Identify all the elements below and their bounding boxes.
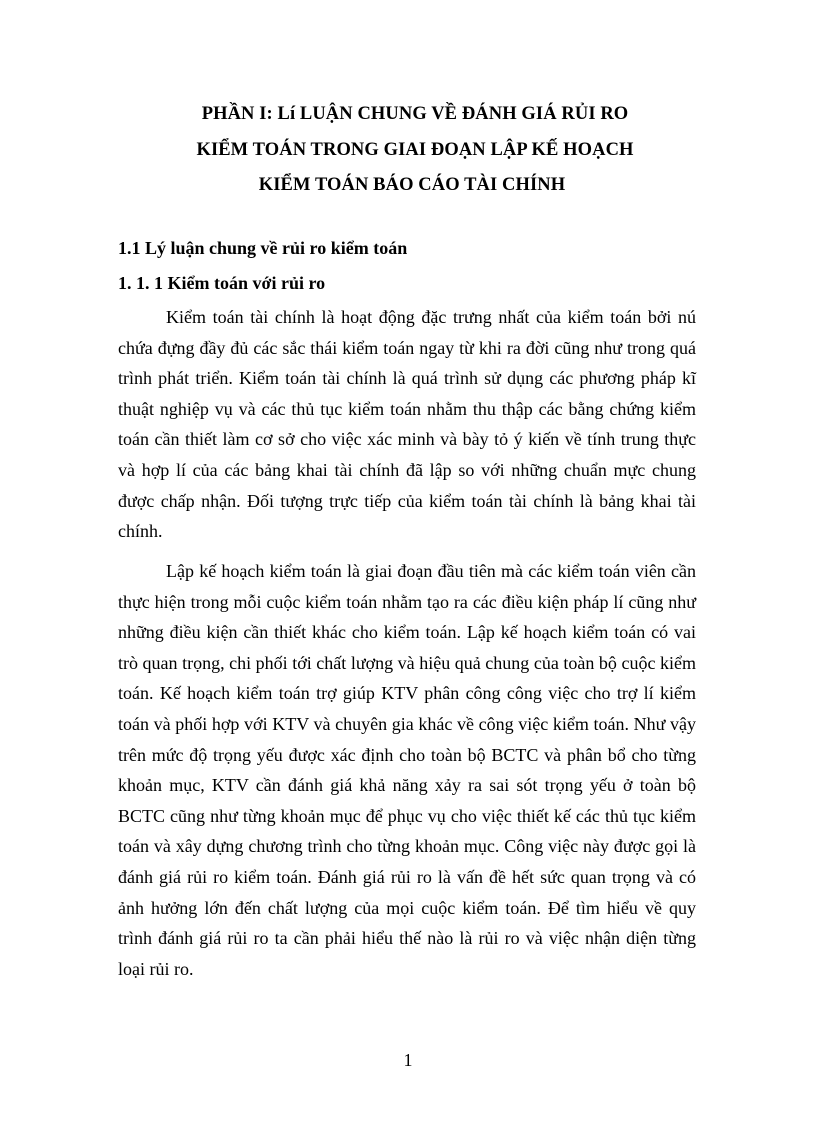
document-title-line-1: PHẦN I: Lí LUẬN CHUNG VỀ ĐÁNH GIÁ RỦI RO [201,104,629,124]
body-paragraph-1: Kiểm toán tài chính là hoạt động đặc trưng nhất của kiểm toán bởi nú chứa đựng đầy đủ các sắc thái kiểm toán ngay từ khi ra đời cũng như trong quá trình phát triển. Kiểm toán tài chính là quá trình sử dụng các phương pháp kĩ thuật nghiệp vụ và các thủ tục kiểm toán nhằm thu thập các bằng chứng kiểm toán cần thiết làm cơ sở cho việc xác minh và bày tỏ ý kiến về tính trung thực và hợp lí của các bảng khai tài chính đã lập so với những chuẩn mực chung được chấp nhận. Đối tượng trực tiếp của kiểm toán tài chính là bảng khai tài chính. [118,307,696,542]
section-heading: 1.1 Lý luận chung về rủi ro kiểm toán [118,238,408,258]
document-title-line-2: KIỂM TOÁN TRONG GIAI ĐOẠN LẬP KẾ HOẠCH [196,140,634,160]
page-number: 1 [403,1050,413,1070]
document-title-line-3: KIỂM TOÁN BÁO CÁO TÀI CHÍNH [258,175,566,195]
body-paragraph-2: Lập kế hoạch kiểm toán là giai đoạn đầu tiên mà các kiểm toán viên cần thực hiện trong mỗi cuộc kiểm toán nhằm tạo ra các điều kiện pháp lí cũng như những điều kiện cần thiết khác cho kiểm toán. Lập kế hoạch kiểm toán có vai trò quan trọng, chi phối tới chất lượng và hiệu quả chung của toàn bộ cuộc kiểm toán. Kế hoạch kiểm toán trợ giúp KTV phân công công việc cho trợ lí kiểm toán và phối hợp với KTV và chuyên gia khác về công việc kiểm toán. Như vậy trên mức độ trọng yếu được xác định cho toàn bộ BCTC và phân bổ cho từng khoản mục, KTV cần đánh giá khả năng xảy ra sai sót trọng yếu ở toàn bộ BCTC cũng như từng khoản mục để phục vụ cho việc thiết kế các thủ tục kiểm toán và xây dựng chương trình cho từng khoản mục. Công việc này được gọi là đánh giá rủi ro kiểm toán. Đánh giá rủi ro là vấn đề hết sức quan trọng và có ảnh hưởng lớn đến chất lượng của mọi cuộc kiểm toán. Để tìm hiểu về quy trình đánh giá rủi ro ta cần phải hiểu thế nào là rủi ro và việc nhận diện từng loại rủi ro. [118,561,696,979]
subsection-heading: 1. 1. 1 Kiểm toán với rủi ro [118,273,326,293]
